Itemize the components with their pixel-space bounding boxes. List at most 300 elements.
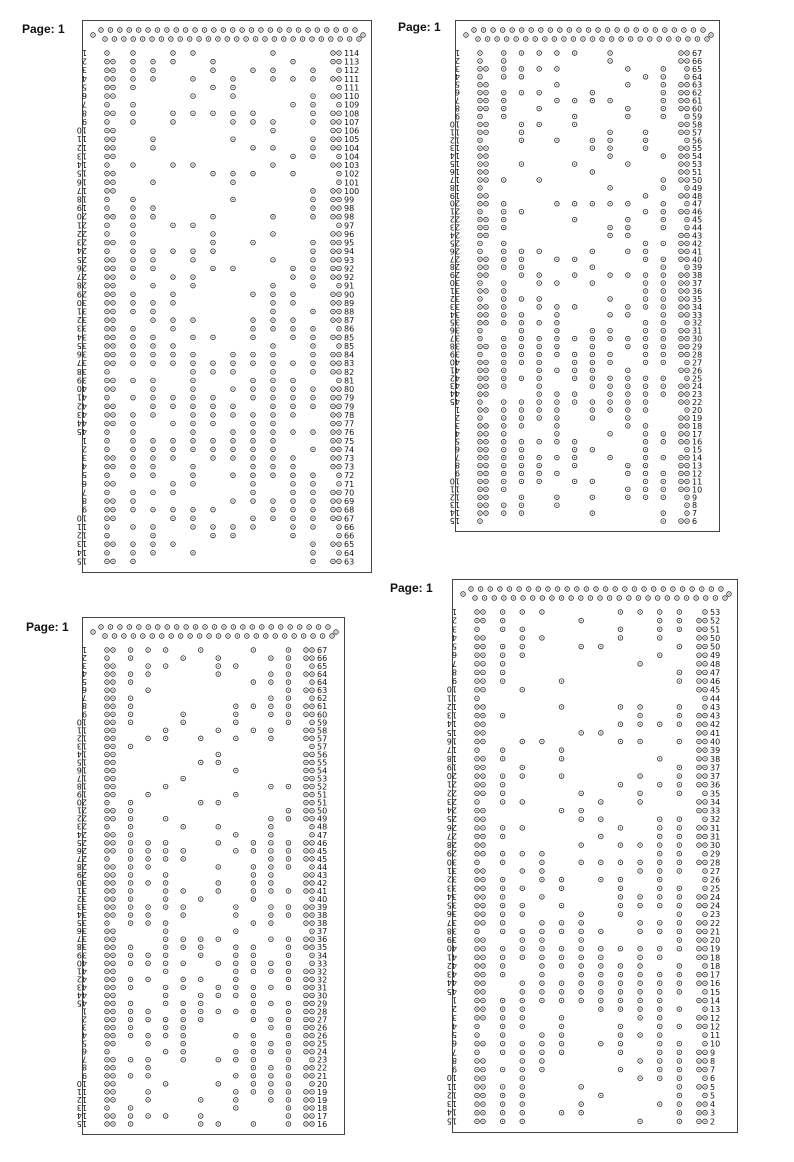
pin-dot-center	[312, 199, 313, 200]
pin-dot-center	[152, 449, 153, 450]
pin-dot-center	[704, 845, 705, 846]
row-label-right: 68	[344, 505, 355, 515]
pin-dot-center	[235, 738, 236, 739]
pin-dot-center	[172, 294, 173, 295]
pin-dot-center	[698, 637, 699, 638]
pin-dot-center	[485, 203, 486, 204]
pin-dot-center	[270, 1091, 271, 1092]
pin-dot-center	[332, 233, 333, 234]
pin-dot-center	[476, 983, 477, 984]
pin-dot-center	[522, 801, 523, 802]
pin-dot-center	[479, 354, 480, 355]
pin-dot-center	[100, 29, 101, 30]
pin-dot-center	[639, 862, 640, 863]
pin-dot-center	[592, 481, 593, 482]
pin-dot-center	[581, 965, 582, 966]
pin-dot-center	[92, 34, 93, 35]
row-label-left: 24	[449, 230, 460, 240]
pin-dot-center	[479, 171, 480, 172]
row-label-left: 5	[81, 470, 87, 480]
pin-dot-center	[609, 457, 610, 458]
pin-dot-center	[686, 179, 687, 180]
pin-dot-center	[183, 1043, 184, 1044]
row-label-right: 43	[692, 231, 703, 241]
pin-dot-center	[311, 770, 312, 771]
pin-dot-center	[539, 441, 540, 442]
pin-dot-center	[698, 862, 699, 863]
pin-dot-center	[227, 635, 228, 636]
pin-dot-center	[294, 635, 295, 636]
pin-dot-center	[132, 259, 133, 260]
pin-dot-center	[679, 1095, 680, 1096]
pin-dot-center	[112, 457, 113, 458]
row-label-left: 31	[449, 286, 460, 295]
pin-dot-center	[645, 441, 646, 442]
pin-dot-center	[272, 354, 273, 355]
pin-dot-center	[106, 898, 107, 899]
pin-dot-center	[627, 68, 628, 69]
pin-dot-center	[235, 1075, 236, 1076]
pin-dot-center	[147, 955, 148, 956]
pin-dot-center	[479, 84, 480, 85]
pin-dot-center	[132, 414, 133, 415]
pin-dot-center	[200, 1003, 201, 1004]
pin-dot-center	[680, 163, 681, 164]
pin-dot-center	[600, 991, 601, 992]
pin-dot-center	[157, 29, 158, 30]
pin-dot-center	[192, 113, 193, 114]
pin-dot-center	[292, 61, 293, 62]
pin-dot-center	[312, 500, 313, 501]
row-label-left: 42	[76, 401, 87, 411]
pin-dot-center	[311, 38, 312, 39]
pin-dot-center	[338, 432, 339, 433]
pin-dot-center	[485, 163, 486, 164]
pin-dot-center	[482, 689, 483, 690]
pin-dot-center	[704, 939, 705, 940]
pin-dot-center	[479, 425, 480, 426]
pin-dot-center	[106, 268, 107, 269]
pin-dot-center	[338, 259, 339, 260]
pin-dot-center	[198, 38, 199, 39]
pin-dot-center	[659, 620, 660, 621]
pin-dot-center	[474, 597, 475, 598]
pin-dot-center	[659, 991, 660, 992]
row-label-left: 9	[81, 116, 87, 126]
pin-dot-center	[183, 714, 184, 715]
pin-dot-center	[479, 108, 480, 109]
row-label-left: 2	[451, 1004, 457, 1014]
pin-dot-center	[476, 732, 477, 733]
pin-dot-center	[502, 853, 503, 854]
pin-dot-center	[161, 38, 162, 39]
pin-dot-center	[354, 29, 355, 30]
pin-dot-center	[272, 78, 273, 79]
pin-dot-center	[112, 406, 113, 407]
row-label-right: 12	[692, 469, 703, 479]
pin-dot-center	[704, 905, 705, 906]
pin-dot-center	[200, 1011, 201, 1012]
pin-dot-center	[680, 156, 681, 157]
pin-dot-center	[639, 965, 640, 966]
pin-dot-center	[476, 827, 477, 828]
pin-dot-center	[270, 890, 271, 891]
pin-dot-center	[678, 38, 679, 39]
pin-dot-center	[130, 947, 131, 948]
pin-dot-center	[479, 473, 480, 474]
pin-dot-center	[482, 680, 483, 681]
row-label-right: 80	[344, 385, 355, 395]
pin-dot-center	[627, 425, 628, 426]
pin-dot-center	[502, 965, 503, 966]
pin-dot-center	[620, 991, 621, 992]
pin-dot-center	[232, 363, 233, 364]
pin-dot-center	[592, 378, 593, 379]
pin-dot-center	[482, 991, 483, 992]
pin-dot-center	[680, 195, 681, 196]
pin-dot-center	[476, 1009, 477, 1010]
pin-dot-center	[541, 991, 542, 992]
pin-dot-center	[704, 896, 705, 897]
pin-dot-center	[483, 29, 484, 30]
row-label-right: 96	[344, 229, 355, 239]
pin-dot-center	[522, 853, 523, 854]
pin-dot-center	[172, 363, 173, 364]
pin-dot-center	[698, 1060, 699, 1061]
pin-dot-center	[479, 394, 480, 395]
row-label-right: 65	[317, 662, 328, 672]
row-label-left: 20	[76, 211, 87, 221]
pin-dot-center	[502, 1000, 503, 1001]
pin-dot-center	[218, 1011, 219, 1012]
pin-dot-center	[147, 866, 148, 867]
pin-dot-center	[521, 298, 522, 299]
pin-dot-center	[305, 1067, 306, 1068]
pin-dot-center	[479, 219, 480, 220]
pin-dot-center	[502, 1095, 503, 1096]
pin-dot-center	[270, 874, 271, 875]
pin-dot-center	[338, 500, 339, 501]
row-label-left: 28	[76, 280, 87, 290]
pin-dot-center	[312, 388, 313, 389]
pin-dot-center	[620, 637, 621, 638]
pin-dot-center	[698, 810, 699, 811]
row-label-right: 37	[317, 927, 328, 937]
pin-dot-center	[305, 915, 306, 916]
pin-dot-center	[609, 100, 610, 101]
row-label-right: 56	[317, 750, 328, 760]
pin-dot-center	[639, 1078, 640, 1079]
pin-dot-center	[659, 957, 660, 958]
pin-dot-center	[106, 649, 107, 650]
row-label-right: 75	[344, 436, 355, 446]
row-label-right: 35	[317, 943, 328, 953]
pin-dot-center	[338, 294, 339, 295]
pattern-grid-top-right	[449, 21, 721, 533]
pin-dot-center	[521, 409, 522, 410]
pin-dot-center	[200, 995, 201, 996]
pin-dot-center	[620, 896, 621, 897]
pin-dot-center	[485, 156, 486, 157]
pin-dot-center	[106, 139, 107, 140]
pin-dot-center	[251, 29, 252, 30]
pin-dot-center	[592, 148, 593, 149]
pin-dot-center	[112, 285, 113, 286]
pin-dot-center	[502, 784, 503, 785]
pin-dot-center	[312, 345, 313, 346]
row-label-left: 45	[76, 427, 87, 437]
pin-dot-center	[663, 243, 664, 244]
pin-dot-center	[112, 874, 113, 875]
pin-dot-center	[479, 52, 480, 53]
pin-dot-center	[503, 298, 504, 299]
row-label-right: 102	[344, 169, 360, 179]
pin-dot-center	[521, 505, 522, 506]
row-label-right: 114	[344, 49, 360, 58]
pin-dot-center	[235, 1011, 236, 1012]
row-label-left: 36	[446, 909, 457, 919]
pin-dot-center	[686, 449, 687, 450]
pin-dot-center	[200, 738, 201, 739]
row-label-left: 11	[76, 1086, 87, 1096]
row-label-left: 14	[76, 160, 87, 170]
pin-dot-center	[479, 409, 480, 410]
row-label-right: 79	[344, 393, 355, 403]
pin-dot-center	[340, 38, 341, 39]
pin-dot-center	[242, 29, 243, 30]
pin-dot-center	[152, 440, 153, 441]
pin-dot-center	[686, 68, 687, 69]
row-label-left: 32	[76, 315, 87, 325]
row-label-left: 44	[76, 418, 87, 428]
pin-dot-center	[130, 1123, 131, 1124]
pin-dot-center	[541, 1043, 542, 1044]
pin-dot-center	[521, 163, 522, 164]
pin-dot-center	[106, 337, 107, 338]
row-label-right: 26	[710, 875, 721, 885]
row-label-right: 9	[692, 493, 698, 503]
row-label-right: 45	[317, 846, 328, 856]
pin-dot-center	[698, 801, 699, 802]
row-label-right: 53	[692, 160, 703, 170]
pin-dot-center	[112, 113, 113, 114]
pin-dot-center	[312, 354, 313, 355]
pin-dot-center	[218, 674, 219, 675]
row-label-left: 8	[81, 1062, 87, 1072]
pin-dot-center	[132, 337, 133, 338]
pin-dot-center	[592, 140, 593, 141]
pin-dot-center	[502, 1017, 503, 1018]
pin-dot-center	[479, 433, 480, 434]
page-label-1: Page: 1	[22, 22, 65, 36]
pin-dot-center	[522, 1060, 523, 1061]
pin-dot-center	[338, 449, 339, 450]
pin-dot-center	[600, 1009, 601, 1010]
pin-dot-center	[476, 1060, 477, 1061]
pin-dot-center	[112, 898, 113, 899]
row-label-left: 8	[81, 108, 87, 118]
pin-dot-center	[288, 690, 289, 691]
pin-dot-center	[110, 626, 111, 627]
pin-dot-center	[165, 963, 166, 964]
pin-dot-center	[305, 738, 306, 739]
pin-dot-center	[609, 386, 610, 387]
pin-dot-center	[485, 84, 486, 85]
pin-dot-center	[270, 906, 271, 907]
row-label-right: 57	[317, 734, 328, 744]
pin-dot-center	[686, 267, 687, 268]
pin-dot-center	[132, 466, 133, 467]
pin-dot-center	[147, 963, 148, 964]
row-label-right: 47	[317, 830, 328, 840]
row-label-left: 1	[81, 435, 87, 445]
pin-dot-center	[152, 268, 153, 269]
row-label-right: 98	[344, 212, 355, 222]
pin-dot-center	[106, 276, 107, 277]
pin-dot-center	[200, 762, 201, 763]
pin-dot-center	[592, 203, 593, 204]
pin-dot-center	[253, 1075, 254, 1076]
pin-dot-center	[581, 948, 582, 949]
pin-dot-center	[550, 29, 551, 30]
pin-dot-center	[592, 100, 593, 101]
pin-dot-center	[332, 276, 333, 277]
pin-dot-center	[686, 505, 687, 506]
row-label-left: 11	[76, 725, 87, 735]
pin-dot-center	[663, 179, 664, 180]
pin-dot-center	[106, 1035, 107, 1036]
row-label-right: 24	[710, 892, 721, 902]
pin-dot-center	[227, 38, 228, 39]
row-label-left: 11	[446, 693, 457, 703]
row-label-right: 18	[710, 953, 721, 963]
row-label-right: 43	[317, 870, 328, 880]
row-label-left: 10	[446, 684, 457, 694]
pin-dot-center	[503, 92, 504, 93]
pin-dot-center	[152, 457, 153, 458]
pin-dot-center	[502, 29, 503, 30]
pin-dot-center	[522, 597, 523, 598]
pin-dot-center	[502, 1034, 503, 1035]
row-label-right: 32	[692, 318, 703, 328]
pin-dot-center	[147, 979, 148, 980]
pin-dot-center	[232, 457, 233, 458]
row-label-right: 10	[692, 485, 703, 495]
pin-dot-center	[165, 955, 166, 956]
pin-dot-center	[252, 388, 253, 389]
row-label-left: 5	[81, 677, 87, 687]
pin-dot-center	[338, 199, 339, 200]
pin-dot-center	[663, 322, 664, 323]
pin-dot-center	[305, 1107, 306, 1108]
pin-dot-center	[539, 179, 540, 180]
pin-dot-center	[659, 1034, 660, 1035]
pin-dot-center	[311, 963, 312, 964]
pin-dot-center	[556, 394, 557, 395]
pin-dot-center	[682, 588, 683, 589]
row-label-left: 34	[446, 891, 457, 901]
pin-dot-center	[609, 597, 610, 598]
row-label-left: 43	[76, 409, 87, 419]
row-label-right: 44	[710, 694, 721, 704]
pin-dot-center	[547, 588, 548, 589]
row-label-left: 12	[449, 135, 460, 145]
pin-dot-center	[253, 730, 254, 731]
pin-dot-center	[106, 818, 107, 819]
pin-dot-center	[521, 465, 522, 466]
pin-dot-center	[272, 371, 273, 372]
pin-dot-center	[106, 156, 107, 157]
pin-dot-center	[106, 754, 107, 755]
pin-dot-center	[338, 285, 339, 286]
pin-dot-center	[265, 635, 266, 636]
pin-dot-center	[538, 588, 539, 589]
pin-dot-center	[232, 199, 233, 200]
pin-dot-center	[503, 346, 504, 347]
pin-dot-center	[679, 741, 680, 742]
row-label-left: 26	[446, 822, 457, 832]
pin-dot-center	[686, 195, 687, 196]
pin-dot-center	[680, 132, 681, 133]
pin-dot-center	[183, 906, 184, 907]
pin-dot-center	[252, 466, 253, 467]
pin-dot-center	[541, 1000, 542, 1001]
pin-dot-center	[218, 657, 219, 658]
pin-dot-center	[311, 762, 312, 763]
pin-dot-center	[686, 378, 687, 379]
pin-dot-center	[704, 689, 705, 690]
pin-dot-center	[578, 29, 579, 30]
pin-dot-center	[476, 1034, 477, 1035]
pin-dot-center	[112, 690, 113, 691]
pin-dot-center	[482, 827, 483, 828]
pin-dot-center	[112, 906, 113, 907]
pin-dot-center	[588, 29, 589, 30]
pin-dot-center	[698, 827, 699, 828]
pin-dot-center	[338, 233, 339, 234]
pin-dot-center	[311, 979, 312, 980]
pin-dot-center	[253, 890, 254, 891]
pin-dot-center	[541, 862, 542, 863]
row-label-right: 22	[317, 1063, 328, 1073]
row-label-right: 21	[317, 1071, 328, 1081]
pin-dot-center	[172, 544, 173, 545]
row-label-left: 33	[76, 902, 87, 912]
pin-dot-center	[512, 29, 513, 30]
pin-dot-center	[106, 52, 107, 53]
pin-dot-center	[541, 1052, 542, 1053]
pin-dot-center	[112, 302, 113, 303]
pin-dot-center	[476, 810, 477, 811]
pin-dot-center	[112, 786, 113, 787]
pin-dot-center	[253, 1059, 254, 1060]
pin-dot-center	[521, 251, 522, 252]
pin-dot-center	[627, 394, 628, 395]
pin-dot-center	[305, 1011, 306, 1012]
pin-dot-center	[147, 915, 148, 916]
pin-dot-center	[311, 939, 312, 940]
pin-dot-center	[609, 275, 610, 276]
pin-dot-center	[106, 1099, 107, 1100]
pin-dot-center	[332, 268, 333, 269]
pin-dot-center	[106, 674, 107, 675]
pin-dot-center	[522, 767, 523, 768]
pin-dot-center	[639, 957, 640, 958]
pin-dot-center	[232, 121, 233, 122]
row-label-left: 41	[449, 365, 460, 375]
pin-dot-center	[479, 481, 480, 482]
pin-dot-center	[539, 251, 540, 252]
